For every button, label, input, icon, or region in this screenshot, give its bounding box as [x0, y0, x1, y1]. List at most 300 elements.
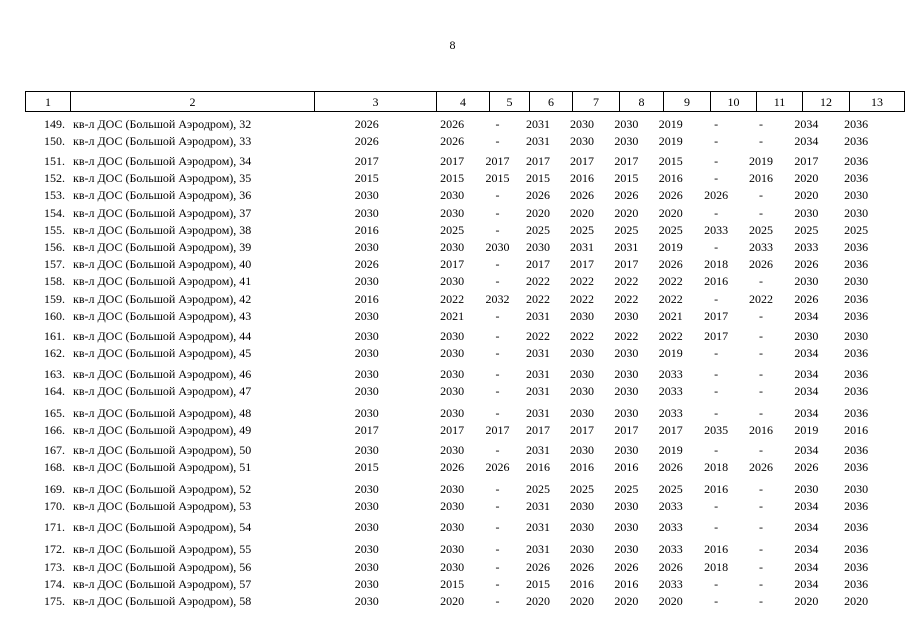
year-cell: 2030	[440, 443, 465, 457]
column-header-cell: 3	[315, 92, 437, 112]
year-cell: 2022	[658, 274, 683, 288]
year-cell: -	[495, 482, 500, 496]
year-cell: 2026	[354, 134, 379, 148]
year-cell: 2030	[354, 274, 379, 288]
year-cell: 2031	[526, 384, 551, 398]
year-cell: 2036	[844, 460, 869, 474]
year-cell: 2030	[354, 206, 379, 220]
year-cell: 2033	[704, 223, 729, 237]
year-cell: 2030	[354, 443, 379, 457]
year-cell: 2017	[526, 423, 551, 437]
year-cell: -	[759, 329, 763, 343]
table-row	[25, 405, 883, 421]
year-cell: 2030	[354, 482, 379, 496]
year-cell: 2030	[440, 367, 465, 381]
address-cell: кв-л ДОС (Большой Аэродром), 35	[73, 171, 252, 185]
year-cell: 2017	[569, 257, 594, 271]
column-header-cell: 5	[490, 92, 530, 112]
year-cell: -	[714, 384, 719, 398]
year-cell: 2025	[614, 482, 639, 496]
table-row	[25, 422, 883, 438]
year-cell: -	[759, 542, 763, 556]
year-cell: 2036	[844, 240, 869, 254]
year-cell: 2021	[440, 309, 465, 323]
year-cell: 2030	[614, 443, 639, 457]
year-cell: 2030	[614, 499, 639, 513]
year-cell: 2036	[844, 292, 869, 306]
address-cell: кв-л ДОС (Большой Аэродром), 42	[73, 292, 252, 306]
table-row	[25, 498, 883, 514]
year-cell: 2033	[794, 240, 819, 254]
year-cell: 2030	[354, 367, 379, 381]
year-cell: 2031	[526, 134, 551, 148]
year-cell: 2036	[844, 560, 869, 574]
year-cell: -	[495, 542, 500, 556]
year-cell: 2017	[794, 154, 819, 168]
table-row	[25, 383, 883, 399]
table-row	[25, 481, 883, 497]
year-cell: 2030	[440, 406, 465, 420]
year-cell: 2022	[614, 329, 639, 343]
year-cell: 2026	[658, 257, 683, 271]
year-cell: 2015	[354, 171, 379, 185]
year-cell: 2035	[704, 423, 729, 437]
year-cell: 2030	[569, 346, 594, 360]
year-cell: 2033	[658, 542, 683, 556]
year-cell: 2031	[526, 406, 551, 420]
year-cell: 2030	[354, 520, 379, 534]
year-cell: 2034	[794, 367, 819, 381]
address-cell: кв-л ДОС (Большой Аэродром), 32	[73, 117, 252, 131]
year-cell: 2016	[526, 460, 551, 474]
address-cell: кв-л ДОС (Большой Аэродром), 54	[73, 520, 252, 534]
year-cell: 2030	[844, 274, 869, 288]
year-cell: 2017	[704, 329, 729, 343]
year-cell: 2016	[844, 423, 869, 437]
year-cell: 2025	[794, 223, 819, 237]
year-cell: -	[495, 329, 500, 343]
year-cell: 2034	[794, 443, 819, 457]
year-cell: -	[759, 499, 763, 513]
table-row	[25, 133, 883, 149]
year-cell: 2017	[440, 257, 465, 271]
year-cell: 2017	[614, 257, 639, 271]
row-number: 174.	[44, 577, 66, 591]
address-cell: кв-л ДОС (Большой Аэродром), 39	[73, 240, 252, 254]
year-cell: 2016	[658, 171, 683, 185]
year-cell: 2020	[658, 206, 683, 220]
year-cell: -	[495, 367, 500, 381]
year-cell: -	[759, 188, 763, 202]
row-number: 149.	[44, 117, 66, 131]
year-cell: 2036	[844, 309, 869, 323]
year-cell: 2030	[354, 346, 379, 360]
year-cell: 2025	[658, 223, 683, 237]
year-cell: 2026	[440, 117, 465, 131]
year-cell: -	[759, 482, 763, 496]
year-cell: 2030	[569, 134, 594, 148]
year-cell: 2017	[440, 423, 465, 437]
year-cell: -	[714, 134, 719, 148]
year-cell: -	[759, 577, 763, 591]
year-cell: 2018	[704, 460, 729, 474]
column-header-cell: 12	[803, 92, 850, 112]
year-cell: 2030	[354, 240, 379, 254]
year-cell: -	[759, 134, 763, 148]
year-cell: 2030	[354, 499, 379, 513]
year-cell: -	[495, 520, 500, 534]
year-cell: 2022	[658, 329, 683, 343]
year-cell: 2030	[354, 309, 379, 323]
row-number: 166.	[44, 423, 66, 437]
year-cell: 2017	[485, 423, 510, 437]
year-cell: 2019	[658, 117, 683, 131]
row-number: 154.	[44, 206, 66, 220]
year-cell: 2016	[704, 542, 729, 556]
year-cell: 2015	[526, 577, 551, 591]
year-cell: -	[714, 367, 719, 381]
year-cell: 2020	[794, 171, 819, 185]
year-cell: 2031	[526, 520, 551, 534]
year-cell: 2018	[704, 560, 729, 574]
column-header-cell: 13	[850, 92, 905, 112]
address-cell: кв-л ДОС (Большой Аэродром), 36	[73, 188, 252, 202]
year-cell: 2030	[614, 542, 639, 556]
year-cell: 2015	[614, 171, 639, 185]
year-cell: 2016	[749, 171, 773, 185]
year-cell: 2026	[569, 560, 594, 574]
year-cell: 2020	[614, 594, 639, 608]
year-cell: -	[714, 594, 719, 608]
year-cell: 2030	[440, 560, 465, 574]
row-number: 152.	[44, 171, 66, 185]
year-cell: 2030	[440, 346, 465, 360]
column-header-cell: 1	[26, 92, 71, 112]
year-cell: 2030	[844, 482, 869, 496]
year-cell: 2036	[844, 542, 869, 556]
year-cell: 2020	[569, 206, 594, 220]
year-cell: 2034	[794, 384, 819, 398]
year-cell: 2030	[569, 443, 594, 457]
address-cell: кв-л ДОС (Большой Аэродром), 56	[73, 560, 252, 574]
year-cell: 2022	[614, 274, 639, 288]
year-cell: 2026	[614, 560, 639, 574]
year-cell: 2030	[614, 406, 639, 420]
table-row	[25, 519, 883, 535]
year-cell: 2034	[794, 499, 819, 513]
year-cell: 2030	[440, 482, 465, 496]
year-cell: 2036	[844, 577, 869, 591]
year-cell: 2036	[844, 520, 869, 534]
year-cell: 2036	[844, 134, 869, 148]
year-cell: -	[495, 346, 500, 360]
table-row	[25, 205, 883, 221]
year-cell: -	[495, 499, 500, 513]
table-row	[25, 345, 883, 361]
year-cell: -	[714, 292, 719, 306]
year-cell: 2031	[569, 240, 594, 254]
year-cell: 2016	[354, 292, 379, 306]
row-number: 162.	[44, 346, 66, 360]
year-cell: 2016	[704, 482, 729, 496]
year-cell: 2030	[569, 542, 594, 556]
year-cell: 2015	[354, 460, 379, 474]
address-cell: кв-л ДОС (Большой Аэродром), 41	[73, 274, 252, 288]
year-cell: -	[759, 206, 763, 220]
address-cell: кв-л ДОС (Большой Аэродром), 40	[73, 257, 252, 271]
year-cell: 2020	[440, 594, 465, 608]
table-row	[25, 170, 883, 186]
address-cell: кв-л ДОС (Большой Аэродром), 34	[73, 154, 252, 168]
year-cell: 2022	[569, 274, 594, 288]
year-cell: 2017	[704, 309, 729, 323]
year-cell: 2036	[844, 171, 869, 185]
column-header-cell: 9	[664, 92, 711, 112]
year-cell: 2015	[440, 171, 465, 185]
year-cell: 2030	[844, 329, 869, 343]
year-cell: 2026	[794, 292, 819, 306]
year-cell: 2030	[354, 542, 379, 556]
year-cell: -	[495, 443, 500, 457]
year-cell: 2025	[658, 482, 683, 496]
year-cell: 2036	[844, 384, 869, 398]
year-cell: 2022	[440, 292, 465, 306]
year-cell: 2030	[569, 499, 594, 513]
row-number: 173.	[44, 560, 66, 574]
year-cell: 2020	[569, 594, 594, 608]
year-cell: 2022	[614, 292, 639, 306]
year-cell: 2036	[844, 367, 869, 381]
year-cell: 2031	[614, 240, 639, 254]
year-cell: -	[495, 577, 500, 591]
year-cell: 2017	[614, 423, 639, 437]
table-row	[25, 222, 883, 238]
year-cell: 2025	[569, 223, 594, 237]
year-cell: 2020	[844, 594, 869, 608]
year-cell: 2030	[440, 188, 465, 202]
year-cell: 2030	[614, 134, 639, 148]
year-cell: 2030	[354, 406, 379, 420]
year-cell: 2036	[844, 257, 869, 271]
year-cell: 2036	[844, 117, 869, 131]
year-cell: -	[495, 223, 500, 237]
year-cell: 2015	[440, 577, 465, 591]
year-cell: 2030	[440, 384, 465, 398]
year-cell: 2019	[794, 423, 819, 437]
year-cell: 2020	[614, 206, 639, 220]
year-cell: 2026	[526, 560, 551, 574]
year-cell: 2030	[614, 367, 639, 381]
year-cell: 2025	[440, 223, 465, 237]
address-cell: кв-л ДОС (Большой Аэродром), 47	[73, 384, 252, 398]
year-cell: 2034	[794, 117, 819, 131]
year-cell: 2026	[614, 188, 639, 202]
year-cell: 2033	[658, 577, 683, 591]
year-cell: -	[759, 309, 763, 323]
table-row	[25, 593, 883, 609]
year-cell: -	[495, 188, 500, 202]
year-cell: 2022	[569, 329, 594, 343]
year-cell: 2036	[844, 443, 869, 457]
year-cell: 2036	[844, 499, 869, 513]
year-cell: -	[714, 117, 719, 131]
year-cell: 2016	[704, 274, 729, 288]
year-cell: -	[495, 560, 500, 574]
year-cell: -	[714, 406, 719, 420]
year-cell: 2030	[354, 560, 379, 574]
address-cell: кв-л ДОС (Большой Аэродром), 37	[73, 206, 252, 220]
year-cell: 2020	[658, 594, 683, 608]
year-cell: -	[759, 520, 763, 534]
year-cell: 2026	[749, 257, 773, 271]
column-header-cell: 6	[530, 92, 573, 112]
year-cell: -	[759, 560, 763, 574]
year-cell: 2020	[526, 594, 551, 608]
year-cell: 2017	[569, 423, 594, 437]
address-cell: кв-л ДОС (Большой Аэродром), 58	[73, 594, 252, 608]
row-number: 175.	[44, 594, 66, 608]
year-cell: 2017	[614, 154, 639, 168]
year-cell: -	[714, 346, 719, 360]
year-cell: -	[714, 443, 719, 457]
year-cell: 2033	[658, 384, 683, 398]
year-cell: 2019	[749, 154, 773, 168]
year-cell: 2030	[614, 309, 639, 323]
address-cell: кв-л ДОС (Большой Аэродром), 50	[73, 443, 252, 457]
year-cell: 2026	[704, 188, 729, 202]
row-number: 160.	[44, 309, 66, 323]
year-cell: 2022	[749, 292, 773, 306]
address-cell: кв-л ДОС (Большой Аэродром), 52	[73, 482, 252, 496]
year-cell: 2030	[354, 329, 379, 343]
year-cell: 2015	[658, 154, 683, 168]
year-cell: 2030	[440, 499, 465, 513]
year-cell: 2016	[614, 460, 639, 474]
year-cell: 2015	[526, 171, 551, 185]
year-cell: 2032	[485, 292, 510, 306]
year-cell: 2030	[614, 384, 639, 398]
year-cell: 2030	[569, 367, 594, 381]
column-header-cell: 4	[437, 92, 490, 112]
year-cell: 2033	[658, 406, 683, 420]
column-header-cell: 7	[573, 92, 620, 112]
year-cell: 2017	[354, 154, 379, 168]
year-cell: 2026	[526, 188, 551, 202]
year-cell: 2020	[526, 206, 551, 220]
row-number: 171.	[44, 520, 66, 534]
year-cell: 2031	[526, 117, 551, 131]
table-row	[25, 256, 883, 272]
table-row	[25, 308, 883, 324]
row-number: 167.	[44, 443, 66, 457]
year-cell: -	[759, 443, 763, 457]
year-cell: 2020	[794, 594, 819, 608]
row-number: 172.	[44, 542, 66, 556]
year-cell: 2025	[614, 223, 639, 237]
year-cell: -	[759, 274, 763, 288]
year-cell: 2018	[704, 257, 729, 271]
row-number: 157.	[44, 257, 66, 271]
year-cell: 2030	[794, 206, 819, 220]
year-cell: 2034	[794, 346, 819, 360]
row-number: 161.	[44, 329, 66, 343]
table-row	[25, 187, 883, 203]
year-cell: 2030	[440, 240, 465, 254]
year-cell: 2030	[354, 384, 379, 398]
table-row	[25, 153, 883, 169]
year-cell: 2026	[569, 188, 594, 202]
year-cell: 2025	[526, 223, 551, 237]
year-cell: -	[495, 117, 500, 131]
row-number: 150.	[44, 134, 66, 148]
row-number: 155.	[44, 223, 66, 237]
row-number: 169.	[44, 482, 66, 496]
year-cell: 2026	[658, 560, 683, 574]
year-cell: -	[714, 577, 719, 591]
year-cell: -	[495, 257, 500, 271]
address-cell: кв-л ДОС (Большой Аэродром), 46	[73, 367, 252, 381]
table-row	[25, 116, 883, 132]
year-cell: 2030	[440, 206, 465, 220]
column-header-cell: 11	[757, 92, 803, 112]
year-cell: 2034	[794, 134, 819, 148]
table-row	[25, 366, 883, 382]
year-cell: 2026	[658, 188, 683, 202]
year-cell: 2030	[569, 117, 594, 131]
year-cell: 2031	[526, 309, 551, 323]
year-cell: 2034	[794, 406, 819, 420]
row-number: 158.	[44, 274, 66, 288]
address-cell: кв-л ДОС (Большой Аэродром), 55	[73, 542, 252, 556]
year-cell: 2021	[658, 309, 683, 323]
year-cell: 2030	[354, 577, 379, 591]
row-number: 163.	[44, 367, 66, 381]
row-number: 170.	[44, 499, 66, 513]
year-cell: -	[759, 384, 763, 398]
year-cell: 2030	[569, 384, 594, 398]
year-cell: -	[495, 274, 500, 288]
year-cell: 2025	[844, 223, 869, 237]
year-cell: 2030	[794, 482, 819, 496]
year-cell: -	[759, 346, 763, 360]
table-row	[25, 576, 883, 592]
year-cell: -	[714, 499, 719, 513]
table-row	[25, 459, 883, 475]
year-cell: -	[495, 309, 500, 323]
table-row	[25, 541, 883, 557]
year-cell: 2030	[569, 309, 594, 323]
year-cell: 2026	[440, 460, 465, 474]
year-cell: 2017	[440, 154, 465, 168]
year-cell: 2022	[526, 329, 551, 343]
address-cell: кв-л ДОС (Большой Аэродром), 45	[73, 346, 252, 360]
year-cell: 2030	[614, 520, 639, 534]
address-cell: кв-л ДОС (Большой Аэродром), 48	[73, 406, 252, 420]
year-cell: 2016	[614, 577, 639, 591]
column-header-table	[25, 91, 905, 112]
table-row	[25, 291, 883, 307]
year-cell: 2030	[440, 520, 465, 534]
year-cell: 2017	[526, 154, 551, 168]
year-cell: -	[495, 206, 500, 220]
row-number: 153.	[44, 188, 66, 202]
year-cell: 2030	[569, 406, 594, 420]
year-cell: -	[759, 367, 763, 381]
year-cell: 2030	[440, 329, 465, 343]
year-cell: 2026	[354, 257, 379, 271]
year-cell: 2030	[614, 346, 639, 360]
column-header-cell: 2	[71, 92, 315, 112]
